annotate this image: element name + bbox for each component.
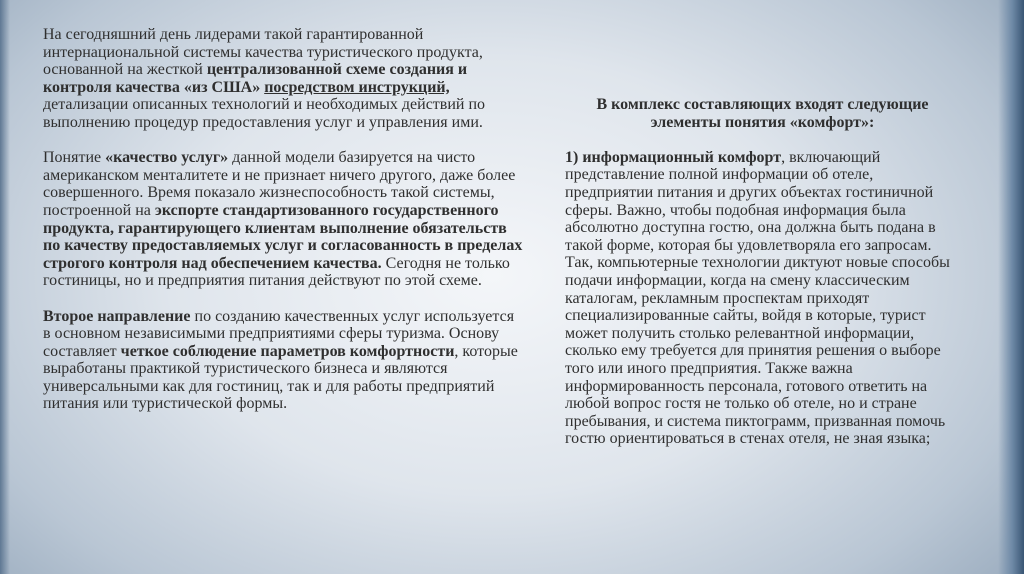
bold-run: 1) информационный комфорт xyxy=(565,148,782,166)
text-run: , включающий представление полной информации об отеле, предприятии питания и других объектах гостиничной сферы. Важно, чтобы подобная информация была абсолютно доступна гостю, она должна быть подана в такой форме, которая бы удовлетворяла его запросам. Так, компьютерные технологии диктуют новые способы подачи информации, когда на смену классическим каталогам, рекламным проспектам приходят специализированные сайты, войдя в которые, турист может получить столько релевантной информации, сколько ему требуется для принятия решения о выборе того или иного предприятия. Также важна информированность персонала, готового ответить на любой вопрос гостя не только об отеле, но и стране пребывания, и система пиктограмм, призванная помочь гостю ориентироваться в стенах отеля, не зная языка; xyxy=(565,148,950,448)
text-run: На сегодняшний день лидерами такой гарантированной интернациональной системы качества туристического продукта, основанной на жесткой xyxy=(43,26,483,79)
left-text-column xyxy=(43,26,525,413)
text-run: детализации описанных технологий и необходимых действий по выполнению процедур предоставления услуг и управления ими. xyxy=(43,96,486,131)
left-paragraph-1 xyxy=(43,26,525,132)
right-text-column xyxy=(565,96,960,448)
bold-run: централизованной схеме создания и контроля качества «из США» xyxy=(43,61,468,96)
right-paragraph-1 xyxy=(565,149,960,448)
bold-run: четкое соблюдение параметров комфортности xyxy=(120,342,455,360)
text-run: Сегодня не только гостиницы, но и предприятия питания действуют по этой схеме. xyxy=(43,254,510,290)
text-run: Понятие xyxy=(43,149,106,167)
bold-run: Второе направление xyxy=(43,307,191,325)
text-run: данной модели базируется на чисто американском менталитете и не признает ничего другого, даже более совершенного. Время показало жизнеспособность такой системы, построенной на xyxy=(43,149,516,219)
text-run: , которые выработаны практикой туристического бизнеса и являются универсальными как для гостиниц, так и для работы предприятий питания или туристической формы. xyxy=(43,342,518,413)
slide-left-edge xyxy=(0,0,10,574)
bold-run: экспорте стандартизованного государственного продукта, гарантирующего клиентам выполнение обязательств по качеству предоставляемых услуг и согласованность в пределах строгого контроля над обеспечением качества. xyxy=(43,201,523,272)
text-run: по созданию качественных услуг используется в основном независимыми предприятиями сферы туризма. Основу составляет xyxy=(43,307,515,360)
comfort-heading: В комплекс составляющих входят следующие элементы понятия «комфорт»: xyxy=(596,96,929,131)
bold-run: «качество услуг» xyxy=(105,149,229,167)
slide-right-edge xyxy=(998,0,1024,574)
left-paragraph-2 xyxy=(43,149,525,290)
bold-underlined-run: посредством инструкций, xyxy=(264,78,450,96)
left-paragraph-3 xyxy=(43,308,525,414)
